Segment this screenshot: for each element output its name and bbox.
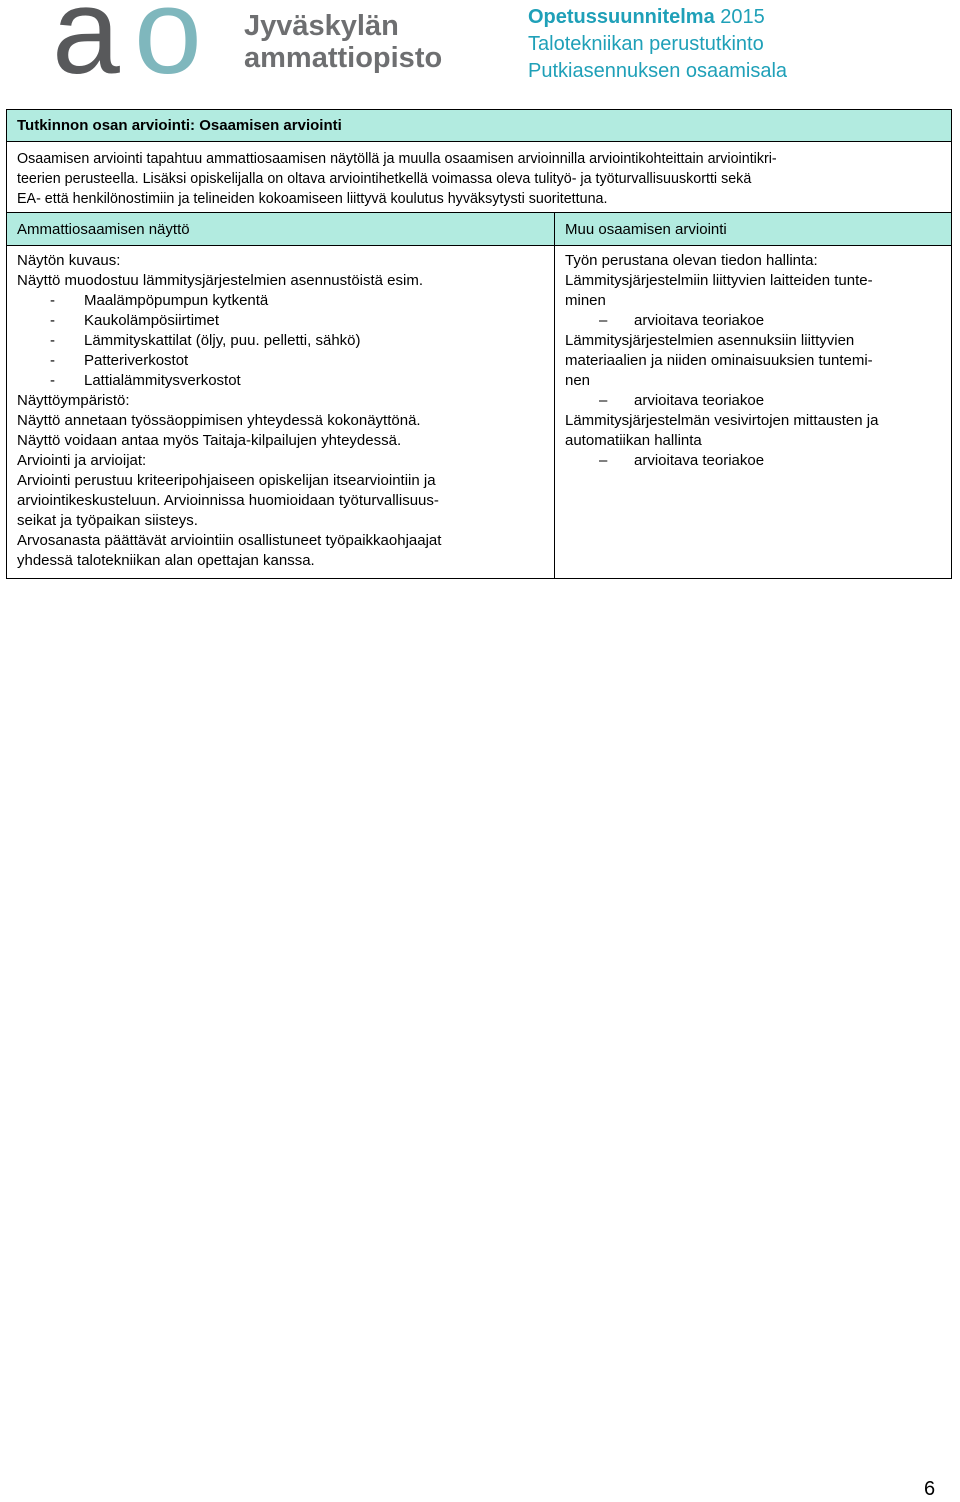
criterion-line: Lämmitysjärjestelmän vesivirtojen mittausten ja xyxy=(565,412,879,429)
assessment-text xyxy=(7,142,951,209)
list-item: - Lämmityskattilat (öljy, puu. pelletti, sähkö) xyxy=(50,332,361,349)
assessment-heading: Tutkinnon osan arviointi: Osaamisen arviointi xyxy=(7,110,951,142)
other-assessment-column xyxy=(555,213,951,578)
method-item: – arvioitava teoriakoe xyxy=(599,392,765,409)
assessors-line: arviointikeskusteluun. Arvioinnissa huomioidaan työturvallisuus- xyxy=(17,492,439,509)
logo-a: a xyxy=(52,0,114,99)
list-item: - Lattialämmitysverkostot xyxy=(50,372,241,389)
title-year: 2015 xyxy=(714,6,765,28)
assessment-line: EA- että henkilönostimiin ja telineiden kokoamiseen liittyvä koulutus hyväksytysti suoritettuna. xyxy=(17,191,608,207)
demonstration-table xyxy=(6,212,952,579)
knowledge-intro: Työn perustana olevan tiedon hallinta: xyxy=(565,252,818,269)
criterion-line: minen xyxy=(565,292,606,309)
description-label: Näytön kuvaus: xyxy=(17,252,121,269)
logo-name xyxy=(244,10,442,74)
assessors-line: seikat ja työpaikan siisteys. xyxy=(17,512,198,529)
description-text: Näyttö muodostuu lämmitysjärjestelmien asennustöistä esim. xyxy=(17,272,424,289)
demonstration-heading: Ammattiosaamisen näyttö xyxy=(7,213,554,246)
demonstration-column xyxy=(7,213,555,578)
criterion-line: Lämmitysjärjestelmiin liittyvien laitteiden tunte- xyxy=(565,272,873,289)
assessment-line: teerien perusteella. Lisäksi opiskelijalla on oltava arviointihetkellä voimassa oleva tulityö- ja työturvallisuuskortti sekä xyxy=(17,171,752,187)
list-item: - Kaukolämpösiirtimet xyxy=(50,312,220,329)
logo-name-line2: ammattiopisto xyxy=(244,42,443,74)
environment-label: Näyttöympäristö: xyxy=(17,392,130,409)
document-title xyxy=(528,4,787,85)
assessors-line: Arvosanasta päättävät arviointiin osallistuneet työpaikkaohjaajat xyxy=(17,532,442,549)
method-item: – arvioitava teoriakoe xyxy=(599,312,765,329)
criterion-line: Lämmitysjärjestelmien asennuksiin liittyvien xyxy=(565,332,855,349)
other-assessment-body xyxy=(555,246,951,471)
title-degree: Talotekniikan perustutkinto xyxy=(528,33,764,55)
assessors-line: Arviointi perustuu kriteeripohjaiseen opiskelijan itsearviointiin ja xyxy=(17,472,436,489)
other-assessment-heading: Muu osaamisen arviointi xyxy=(555,213,951,246)
criterion-line: materiaalien ja niiden ominaisuuksien tuntemi- xyxy=(565,352,873,369)
assessment-line: Osaamisen arviointi tapahtuu ammattiosaamisen näytöllä ja muulla osaamisen arvioinnilla arviointikohteittain arviointikri- xyxy=(17,151,777,167)
demonstration-body xyxy=(7,246,554,571)
assessment-table xyxy=(6,109,952,213)
assessors-label: Arviointi ja arvioijat: xyxy=(17,452,147,469)
title-specialization: Putkiasennuksen osaamisala xyxy=(528,60,788,82)
logo xyxy=(52,0,452,99)
list-item: - Maalämpöpumpun kytkentä xyxy=(50,292,269,309)
criterion-line: nen xyxy=(565,372,591,389)
method-item: – arvioitava teoriakoe xyxy=(599,452,765,469)
logo-o: o xyxy=(134,0,202,99)
title-main: Opetussuunnitelma xyxy=(528,6,715,28)
page-number: 6 xyxy=(924,1478,936,1500)
environment-line: Näyttö voidaan antaa myös Taitaja-kilpailujen yhteydessä. xyxy=(17,432,402,449)
logo-name-line1: Jyväskylän xyxy=(244,10,399,42)
environment-line: Näyttö annetaan työssäoppimisen yhteydessä kokonäyttönä. xyxy=(17,412,421,429)
list-item: - Patteriverkostot xyxy=(50,352,189,369)
assessors-line: yhdessä talotekniikan alan opettajan kanssa. xyxy=(17,552,315,569)
criterion-line: automatiikan hallinta xyxy=(565,432,702,449)
